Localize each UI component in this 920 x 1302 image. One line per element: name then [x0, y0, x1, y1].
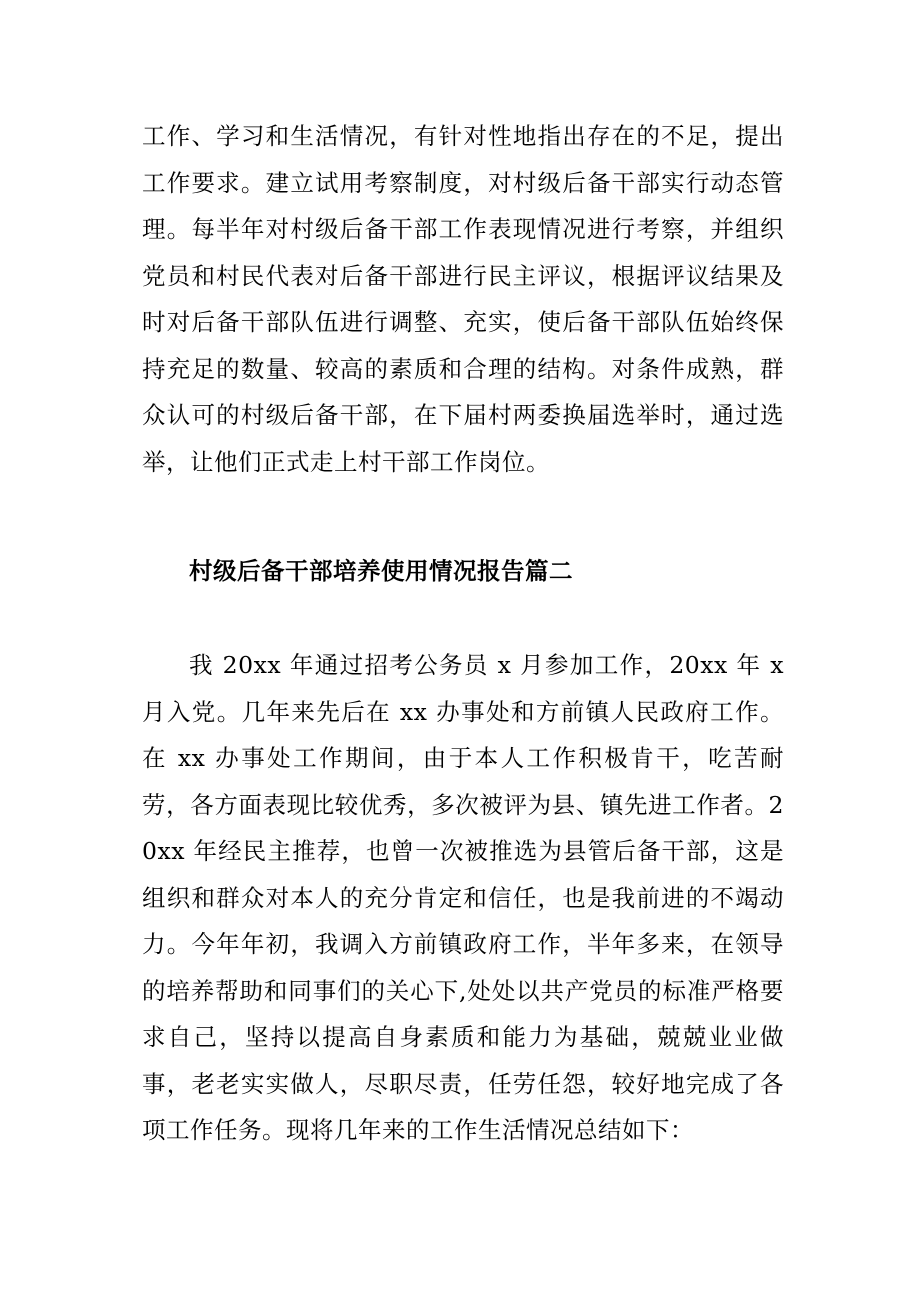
- body-paragraph-2: 我 20xx 年通过招考公务员 x 月参加工作，20xx 年 x 月入党。几年来先后在 xx 办事处和方前镇人民政府工作。在 xx 办事处工作期间，由于本人工作积极肯干，吃苦耐劳，各方面表现比较优秀，多次被评为县、镇先进工作者。20xx 年经民主推荐，也曾一次被推选为县管后备干部，这是组织和群众对本人的充分肯定和信任，也是我前进的不竭动力。今年年初，我调入方前镇政府工作，半年多来，在领导的培养帮助和同事们的关心下,处处以共产党员的标准严格要求自己，坚持以提高自身素质和能力为基础，兢兢业业做事，老老实实做人，尽职尽责，任劳任怨，较好地完成了各项工作任务。现将几年来的工作生活情况总结如下：: [142, 651, 784, 1144]
- section-heading: 村级后备干部培养使用情况报告篇二: [189, 557, 573, 585]
- body-paragraph-1: 工作、学习和生活情况，有针对性地指出存在的不足，提出工作要求。建立试用考察制度，对村级后备干部实行动态管理。每半年对村级后备干部工作表现情况进行考察，并组织党员和村民代表对后备干部进行民主评议，根据评议结果及时对后备干部队伍进行调整、充实，使后备干部队伍始终保持充足的数量、较高的素质和合理的结构。对条件成熟，群众认可的村级后备干部，在下届村两委换届选举时，通过选举，让他们正式走上村干部工作岗位。: [142, 122, 784, 476]
